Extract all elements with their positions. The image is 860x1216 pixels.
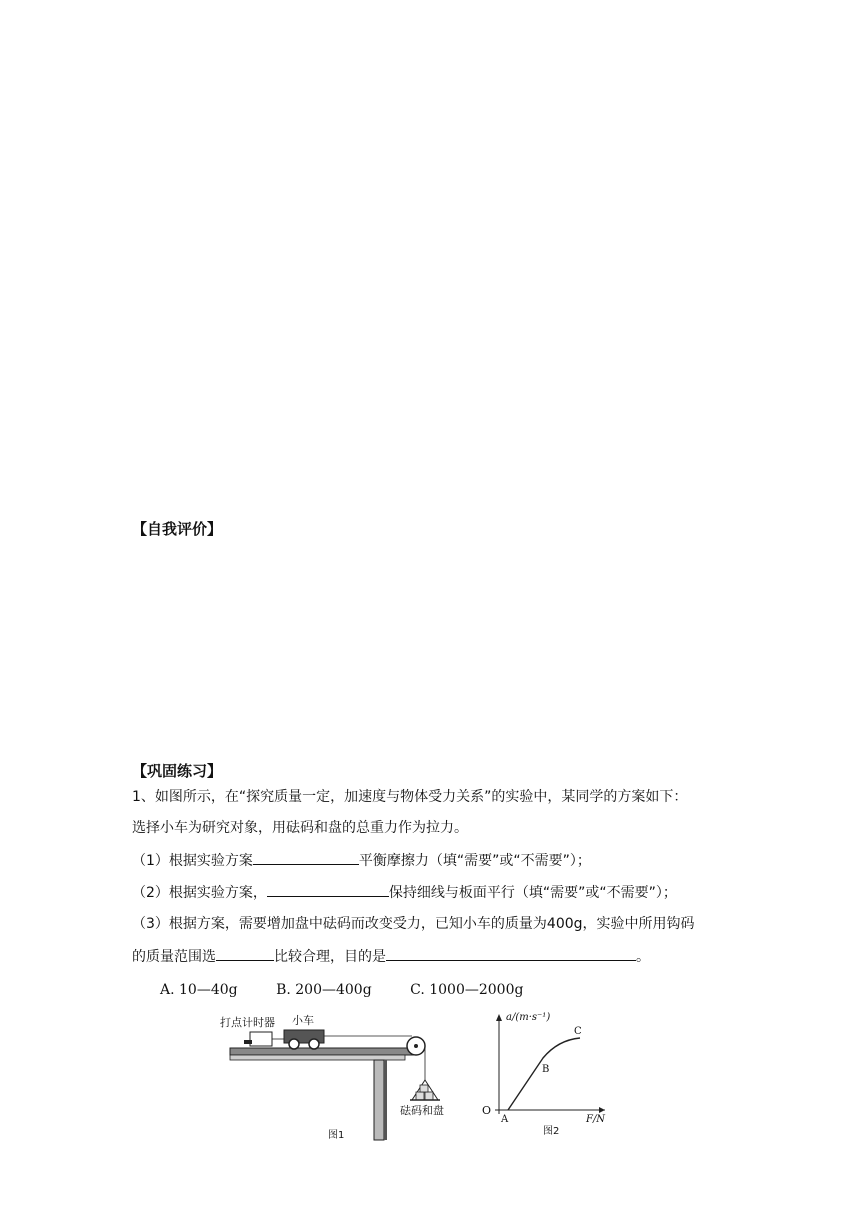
question-1-stem-cont: 选择小车为研究对象，用砝码和盘的总重力作为拉力。 <box>132 820 468 836</box>
point-b-label: B <box>542 1064 550 1075</box>
timer-clip <box>244 1040 252 1044</box>
experiment-figure <box>220 1010 610 1145</box>
x-axis-arrow <box>599 1107 605 1113</box>
cart-wheel-rear <box>309 1039 319 1049</box>
weight-block-2 <box>425 1092 433 1100</box>
part-2-text-b: 保持细线与板面平行（填“需要”或“不需要”）； <box>388 885 677 901</box>
table-leg-shadow <box>384 1060 387 1140</box>
weight-block-3 <box>420 1085 428 1092</box>
table-top <box>230 1055 405 1060</box>
self-eval-heading: 【自我评价】 <box>132 520 223 538</box>
caption-figure-1: 图1 <box>328 1130 345 1141</box>
figure-2-graph <box>482 1012 606 1137</box>
answer-options <box>160 980 557 1000</box>
point-a-label: A <box>501 1114 509 1125</box>
part-2-text-a: （2）根据实验方案， <box>132 885 267 901</box>
label-cart: 小车 <box>292 1014 314 1027</box>
part-3-text-c: 。 <box>636 949 650 965</box>
caption-figure-2: 图2 <box>543 1126 560 1137</box>
part-1-answer-blank[interactable] <box>253 850 359 865</box>
part-3-text-b: 比较合理，目的是 <box>274 949 386 965</box>
option-b: B. 200—400g <box>276 982 372 998</box>
track-board <box>230 1048 415 1055</box>
part-3-line-1: （3）根据方案，需要增加盘中砝码而改变受力，已知小车的质量为400g，实验中所用钩码 <box>132 916 695 932</box>
table-leg <box>374 1060 384 1140</box>
pulley-axle <box>414 1044 418 1048</box>
part-2 <box>132 882 677 903</box>
part-2-answer-blank[interactable] <box>267 882 389 897</box>
part-1 <box>132 850 591 871</box>
weight-block-1 <box>416 1092 424 1100</box>
option-a: A. 10—40g <box>160 982 238 998</box>
x-axis-label: F/N <box>586 1114 606 1125</box>
part-1-text-b: 平衡摩擦力（填“需要”或“不需要”）； <box>358 853 591 869</box>
part-3-text-a: 的质量范围选 <box>132 949 216 965</box>
option-c: C. 1000—2000g <box>410 982 524 998</box>
origin-label: O <box>482 1104 492 1117</box>
part-3-range-blank[interactable] <box>216 946 274 961</box>
question-1-stem: 1、如图所示，在“探究质量一定，加速度与物体受力关系”的实验中，某同学的方案如下： <box>132 789 688 805</box>
label-timer: 打点计时器 <box>220 1016 275 1029</box>
timer-device <box>250 1032 272 1046</box>
y-axis-label: a/(m·s⁻¹) <box>506 1012 551 1023</box>
figure-1-apparatus <box>220 1013 444 1141</box>
practice-heading: 【巩固练习】 <box>132 762 223 780</box>
cart-wheel-front <box>289 1039 299 1049</box>
point-c-label: C <box>574 1026 582 1037</box>
label-weights: 砝码和盘 <box>400 1104 444 1117</box>
part-3-line-2 <box>132 946 650 967</box>
y-axis-arrow <box>496 1014 502 1021</box>
part-3-purpose-blank[interactable] <box>386 946 636 961</box>
part-1-text-a: （1）根据实验方案 <box>132 853 253 869</box>
figure-svg <box>220 1010 610 1145</box>
